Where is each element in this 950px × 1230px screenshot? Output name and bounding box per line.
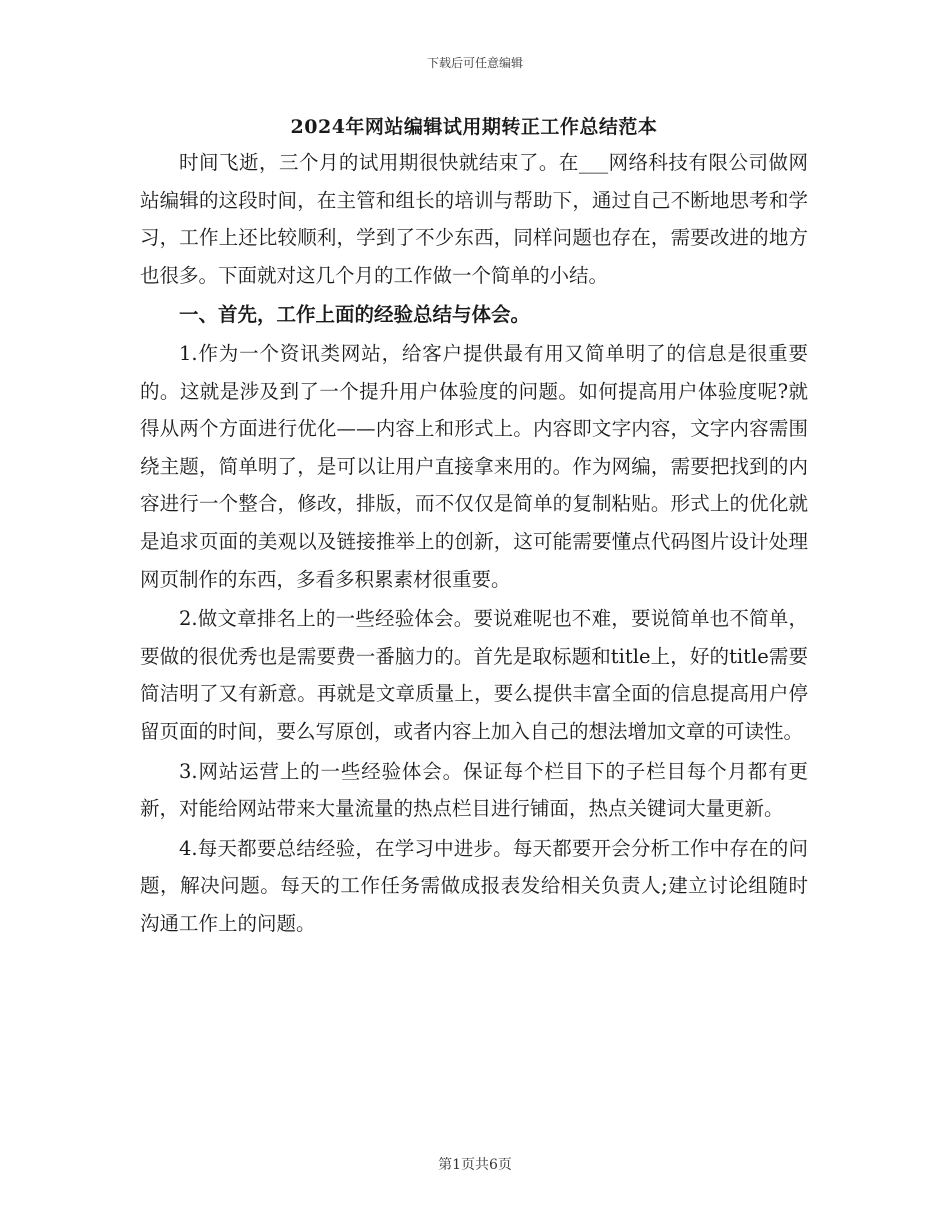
header-note: 下载后可任意编辑 [426,56,523,70]
document-title: 2024年网站编辑试用期转正工作总结范本 [290,116,658,138]
intro-paragraph: 时间飞逝，三个月的试用期很快就结束了。在___网络科技有限公司做网站编辑的这段时间，在主管和组长的培训与帮助下，通过自己不断地思考和学习，工作上还比较顺利，学到了不少东西，同样问题也存在，需要改进的地方也很多。下面就对这几个月的工作做一个简单的小结。 [140,151,808,287]
list-item: 1.作为一个资讯类网站，给客户提供最有用又简单明了的信息是很重要的。这就是涉及到了一个提升用户体验度的问题。如何提高用户体验度呢?就得从两个方面进行优化——内容上和形式上。内容即文字内容，文字内容需围绕主题，简单明了，是可以让用户直接拿来用的。作为网编，需要把找到的内容进行一个整合，修改，排版，而不仅仅是简单的复制粘贴。形式上的优化就是追求页面的美观以及链接推举上的创新，这可能需要懂点代码图片设计处理网页制作的东西，多看多积累素材很重要。 [140,341,808,591]
list-item: 4.每天都要总结经验，在学习中进步。每天都要开会分析工作中存在的问题，解决问题。每天的工作任务需做成报表发给相关负责人;建立讨论组随时沟通工作上的问题。 [140,836,808,935]
list-item: 2.做文章排名上的一些经验体会。要说难呢也不难，要说简单也不简单，要做的很优秀也是需要费一番脑力的。首先是取标题和title上，好的title需要简洁明了又有新意。再就是文章质量上，要么提供丰富全面的信息提高用户停留页面的时间，要么写原创，或者内容上加入自己的想法增加文章的可读性。 [140,607,808,743]
page-indicator: 第1页共6页 [438,1157,512,1173]
section-heading: 一、首先，工作上面的经验总结与体会。 [179,303,531,327]
document-body [140,112,808,944]
list-item: 3.网站运营上的一些经验体会。保证每个栏目下的子栏目每个月都有更新，对能给网站带来大量流量的热点栏目进行铺面，热点关键词大量更新。 [140,759,808,821]
